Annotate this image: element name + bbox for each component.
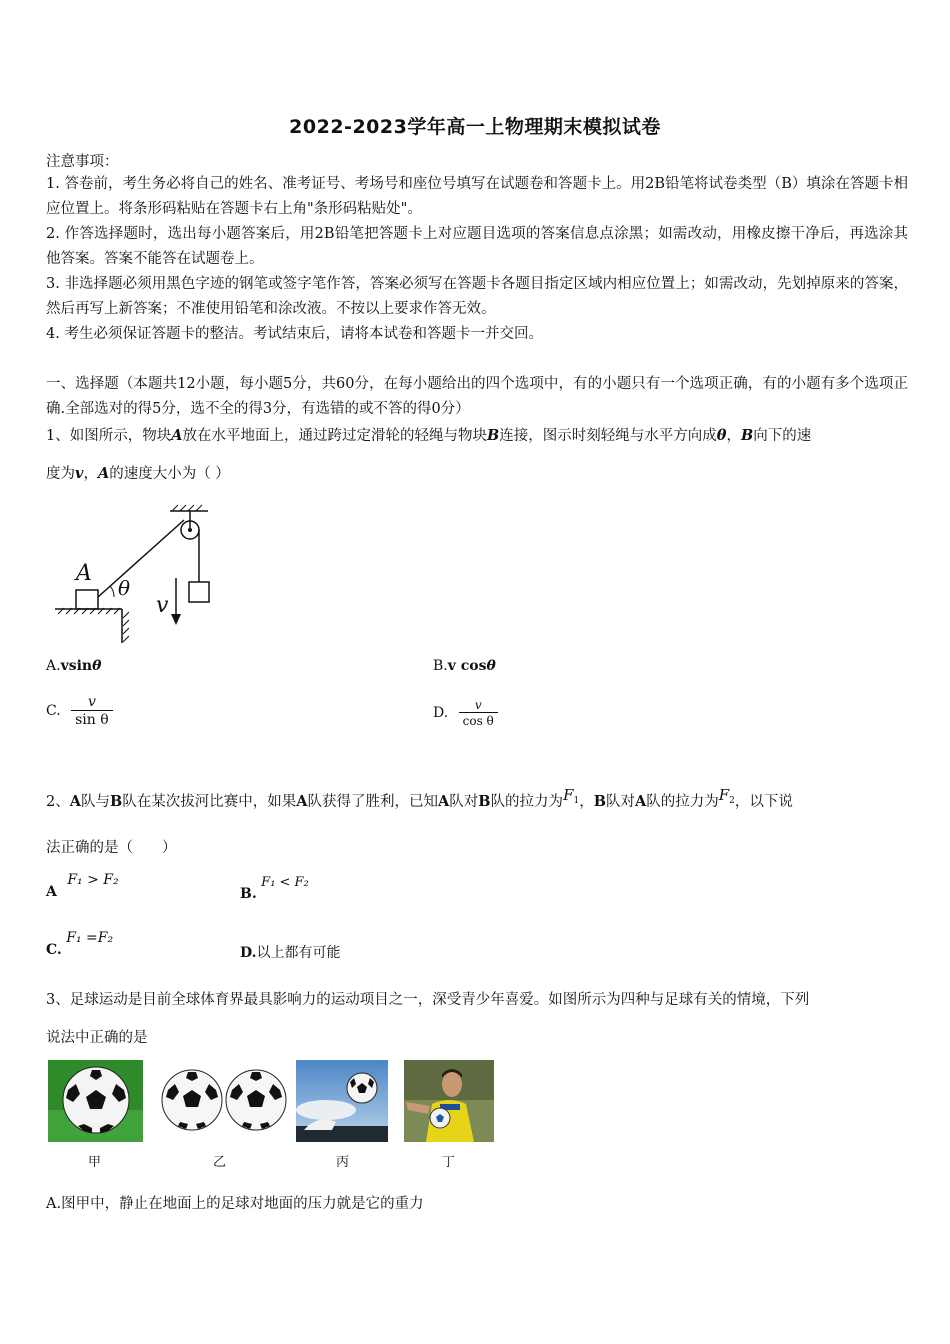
label-v: v xyxy=(156,593,169,618)
notice-item-1: 1. 答卷前，考生务必将自己的姓名、准考证号、考场号和座位号填写在试题卷和答题卡上。用2B铅笔将试卷类型（B）填涂在答题卡相应位置上。将条形码粘贴在答题卡右上角"条形码粘贴处"。 xyxy=(46,176,908,217)
q2-option-b[interactable]: B. F₁ < F₂ xyxy=(240,875,309,902)
q2-option-d[interactable]: D.以上都有可能 xyxy=(240,945,341,961)
q2-option-a[interactable]: A F₁ > F₂ xyxy=(46,872,119,900)
q3-stem-line1: 3、足球运动是目前全球体育界最具影响力的运动项目之一，深受青少年喜爱。如图所示为四种与足球有关的情境，下列 xyxy=(46,992,810,1008)
two-footballs-image xyxy=(160,1064,288,1134)
notice-item-2: 2. 作答选择题时，选出每小题答案后，用2B铅笔把答题卡上对应题目选项的答案信息点涂黑；如需改动，用橡皮擦干净后，再选涂其他答案。答案不能答在试题卷上。 xyxy=(46,226,908,267)
notice-heading: 注意事项： xyxy=(46,154,119,170)
q1-stem-line2: 度为v，A的速度大小为（ ） xyxy=(46,465,230,482)
label-a: A xyxy=(76,561,92,586)
page-title: 2022-2023学年高一上物理期末模拟试卷 xyxy=(289,116,661,138)
pulley-diagram xyxy=(50,498,220,648)
notice-item-3: 3. 非选择题必须用黑色字迹的钢笔或签字笔作答，答案必须写在答题卡各题目指定区域内相应位置上；如需改动，先划掉原来的答案，然后再写上新答案；不准使用铅笔和涂改液。不按以上要求作答无效。 xyxy=(46,276,908,317)
football-in-sky-image xyxy=(296,1060,388,1142)
caption-ding: 丁 xyxy=(442,1155,456,1170)
caption-yi: 乙 xyxy=(213,1155,227,1170)
q2-option-c[interactable]: C. F₁ =F₂ xyxy=(46,930,114,958)
q2-stem-line2: 法正确的是（ ） xyxy=(46,840,177,856)
section-heading: 一、选择题（本题共12小题，每小题5分，共60分，在每小题给出的四个选项中，有的小题只有一个选项正确，有的小题有多个选项正确.全部选对的得5分，选不全的得3分，有选错的或不答的得0分） xyxy=(46,376,908,417)
caption-jia: 甲 xyxy=(88,1155,102,1170)
q1-option-b[interactable]: B.v cosθ xyxy=(433,658,496,674)
q1-option-c[interactable]: C. $\frac{v}{\text{sin θ}}$ xyxy=(46,694,113,728)
football-player-image xyxy=(404,1060,494,1142)
label-theta: θ xyxy=(118,576,131,600)
q3-option-a[interactable]: A.图甲中，静止在地面上的足球对地面的压力就是它的重力 xyxy=(46,1196,424,1212)
q3-stem-line2: 说法中正确的是 xyxy=(46,1030,148,1046)
notice-item-4: 4. 考生必须保证答题卡的整洁。考试结束后，请将本试卷和答题卡一并交回。 xyxy=(46,326,543,342)
q1-option-d[interactable]: D. $\frac{v}{\text{cos θ}}$ xyxy=(433,698,498,728)
q1-stem-line1: 1、如图所示，物块A放在水平地面上，通过跨过定滑轮的轻绳与物块B连接，图示时刻轻绳与水平方向成θ，B向下的速 xyxy=(46,427,812,444)
caption-bing: 丙 xyxy=(336,1155,350,1170)
q1-option-a[interactable]: A.vsinθ xyxy=(46,658,102,674)
football-on-grass-image xyxy=(48,1060,143,1142)
q2-stem-line1: 2、A队与B队在某次拔河比赛中，如果A队获得了胜利，已知A队对B队的拉力为$F_1$，B队对A队的拉力为$F_2$，以下说 xyxy=(46,786,793,810)
